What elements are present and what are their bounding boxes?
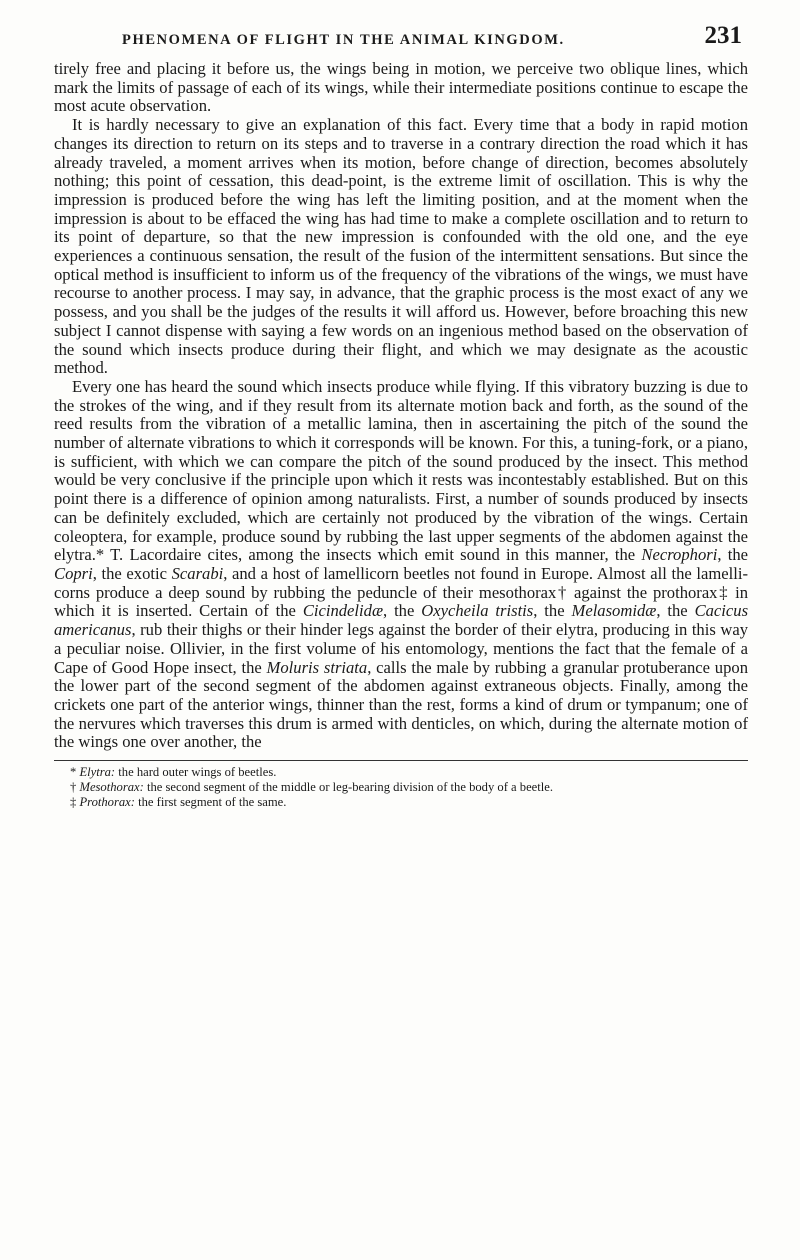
text-run: , the — [717, 545, 748, 565]
footnotes — [54, 760, 748, 810]
running-header — [54, 20, 748, 60]
text-run: , the — [383, 601, 422, 621]
text-run: , the exotic — [92, 563, 172, 583]
italic-term: Mesothorax: — [79, 780, 144, 795]
italic-term: Moluris striata — [266, 657, 368, 677]
italic-term: Cicindelidæ — [302, 601, 384, 621]
text-run: the first segment of the same. — [134, 795, 287, 810]
text-run: , calls the male by rubbing a granular protuberance upon the lower part of the second segment of the abdomen against extraneous objects. Finally, among the crickets one part of the anterior wings, thinner than the rest, forms a kind of drum or tympanum; one of the nervures which traverses this drum is armed with denticles, on which, during the alternate motion of the wings one over another, the — [54, 657, 748, 752]
text-run: the second segment of the middle or leg-bearing division of the body of a beetle. — [143, 780, 553, 795]
page-number: 231 — [704, 22, 742, 49]
footnote — [54, 795, 748, 810]
text-run: , rub their thighs or their hinder legs against the border of their elytra, producing in this way a peculiar noise. Ollivier, in the first volume of his entomology, mentions the fact that the female of a Cape of Good Hope insect, the — [54, 620, 748, 677]
footnote — [54, 780, 748, 795]
paragraph — [54, 116, 748, 378]
paragraph — [54, 378, 748, 752]
text-run: † — [70, 780, 80, 795]
italic-term: Copri — [54, 563, 93, 583]
text-run: , and a host of lamellicorn beetles not found in Europe. Almost all the lamellicorns produce a deep sound by rubbing the peduncle of their mesothorax† against the prothorax‡ in which it is inserted. Certain of the — [54, 563, 748, 621]
text-run: Every one has heard the sound which insects produce while flying. If this vibratory buzzing is due to the strokes of the wing, and if they result from its alternate motion back and forth, as the sound of the reed results from the vibration of a metallic lamina, then in ascertaining the pitch of the sound the number of alternate vibrations to which it corresponds will be known. For this, a tuning-fork, or a piano, is sufficient, with which we can compare the pitch of the sound produced by the insect. This method would be very conclusive if the principle upon which it rests was incontestably established. But on this point there is a difference of opinion among naturalists. First, a number of sounds produced by insects can be definitely excluded, which are certainly not produced by the vibration of the wings. Certain coleoptera, for example, produce sound by rubbing the last upper segments of the abdomen against the elytra.* T. Lacordaire cites, among the insects which emit sound in this manner, the — [54, 376, 748, 565]
running-title: PHENOMENA OF FLIGHT IN THE ANIMAL KINGDOM. — [122, 32, 565, 48]
italic-term: Necrophori — [641, 545, 718, 565]
text-run: It is hardly necessary to give an explanation of this fact. Every time that a body in rapid motion changes its direction to return on its steps and to traverse in a contrary direction the road which it has already traveled, a moment arrives when its motion, before change of direction, becomes absolutely nothing; this point of cessation, this dead-point, is the extreme limit of oscillation. This is why the impression is produced before the wing has left the limiting position, and at the moment when the impression is about to be effaced the wing has had time to make a complete oscillation and to return to its point of departure, so that the new impression is confounded with the old one, and the eye experiences a continuous sensation, the result of the fusion of the intermittent sensations. But since the optical method is insufficient to inform us of the frequency of the vibrations of the wings, we must have recourse to another process. I may say, in advance, that the graphic process is the most exact of any we possess, and you shall be the judges of the results it will afford us. However, before broaching this new subject I cannot dispense with saying a few words on an ingenious method based on the observation of the sound which insects produce during their flight, and which we may designate as the acoustic method. — [54, 115, 748, 378]
footnote — [54, 765, 748, 780]
italic-term: Prothorax: — [79, 795, 135, 810]
body-text — [54, 60, 748, 752]
text-run: , the — [656, 601, 695, 621]
paragraph — [54, 60, 748, 116]
italic-term: Oxycheila tristis — [421, 601, 534, 621]
text-run: the hard outer wings of beetles. — [115, 765, 277, 780]
text-run: , the — [533, 601, 572, 621]
italic-term: Elytra: — [79, 765, 116, 780]
italic-term: Melasomidæ — [571, 601, 657, 621]
text-run: ‡ — [70, 795, 80, 810]
italic-term: Cacicus americanus — [54, 601, 749, 640]
text-run: * — [70, 765, 80, 780]
text-run: tirely free and placing it before us, the wings being in motion, we perceive two oblique lines, which mark the limits of passage of each of its wings, while their intermediate positions continue to escape the most acute observation. — [54, 59, 748, 116]
italic-term: Scarabi — [171, 563, 224, 583]
